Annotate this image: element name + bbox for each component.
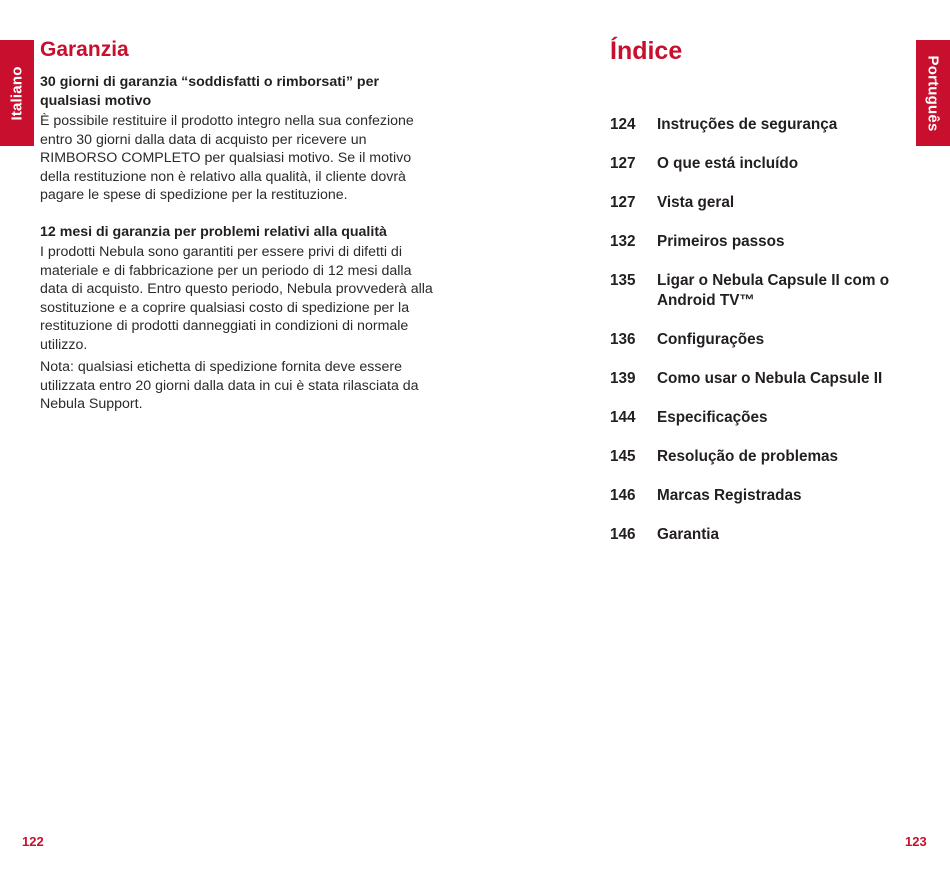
toc-page-number: 146 — [610, 487, 636, 504]
toc-label: O que está incluído — [657, 155, 799, 172]
page-title: Índice — [610, 37, 683, 65]
language-tab-italiano — [0, 40, 34, 146]
toc-page-number: 135 — [610, 272, 636, 289]
toc-entry[interactable] — [610, 271, 910, 311]
section-heading: 12 mesi di garanzia per problemi relativi alla qualità — [40, 223, 387, 240]
toc-page-number: 144 — [610, 409, 636, 426]
warranty-content — [40, 73, 440, 418]
toc-entry[interactable] — [610, 369, 910, 389]
toc-entry[interactable] — [610, 232, 910, 252]
language-tab-portugues — [916, 40, 950, 146]
warranty-section-12-months — [40, 223, 440, 414]
language-tab-label: Português — [924, 55, 942, 131]
toc-label: Marcas Registradas — [657, 487, 802, 504]
section-heading: 30 giorni di garanzia “soddisfatti o rimborsati” per qualsiasi motivo — [40, 74, 379, 109]
section-note: Nota: qualsiasi etichetta di spedizione fornita deve essere utilizzata entro 20 giorni dalla data in cui è stata rilasciata da Nebula Support. — [40, 359, 419, 412]
page-number: 123 — [905, 834, 927, 849]
toc-label: Configurações — [657, 331, 765, 348]
toc-label: Primeiros passos — [657, 233, 785, 250]
toc-page-number: 146 — [610, 526, 636, 543]
toc-page-number: 127 — [610, 194, 636, 211]
toc-label: Resolução de problemas — [657, 448, 839, 465]
page-number: 122 — [22, 834, 44, 849]
toc-page-number: 145 — [610, 448, 636, 465]
toc-label: Vista geral — [657, 194, 735, 211]
toc-entry[interactable] — [610, 408, 910, 428]
toc-entry[interactable] — [610, 115, 910, 135]
toc-entry[interactable] — [610, 154, 910, 174]
toc-page-number: 127 — [610, 155, 636, 172]
table-of-contents — [610, 115, 910, 564]
toc-entry[interactable] — [610, 447, 910, 467]
toc-label: Garantia — [657, 526, 720, 543]
toc-entry[interactable] — [610, 486, 910, 506]
toc-label: Ligar o Nebula Capsule II com o Android TV™ — [657, 272, 890, 309]
toc-label: Especificações — [657, 409, 768, 426]
section-paragraph: I prodotti Nebula sono garantiti per essere privi di difetti di materiale e di fabbricazione per un periodo di 12 mesi dalla data di acquisto. Entro questo periodo, Nebula provvederà alla sostituzione e a coprire qualsiasi costo di spedizione per la restituzione di prodotti danneggiati in condizioni di normale utilizzo. — [40, 244, 433, 353]
language-tab-label: Italiano — [8, 65, 26, 121]
toc-page-number: 136 — [610, 331, 636, 348]
toc-label: Instruções de segurança — [657, 116, 838, 133]
toc-label: Como usar o Nebula Capsule II — [657, 370, 883, 387]
toc-page-number: 139 — [610, 370, 636, 387]
toc-entry[interactable] — [610, 193, 910, 213]
toc-entry[interactable] — [610, 330, 910, 350]
toc-page-number: 124 — [610, 116, 636, 133]
page-title: Garanzia — [40, 38, 129, 61]
toc-page-number: 132 — [610, 233, 636, 250]
warranty-section-30-days — [40, 73, 440, 205]
section-paragraph: È possibile restituire il prodotto integro nella sua confezione entro 30 giorni dalla data di acquisto per ricevere un RIMBORSO COMPLETO per qualsiasi motivo. Se il motivo della restituzione non è relativo alla qualità, il cliente dovrà pagare le spese di spedizione per la restituzione. — [40, 113, 414, 203]
right-page — [475, 0, 950, 871]
toc-entry[interactable] — [610, 525, 910, 545]
